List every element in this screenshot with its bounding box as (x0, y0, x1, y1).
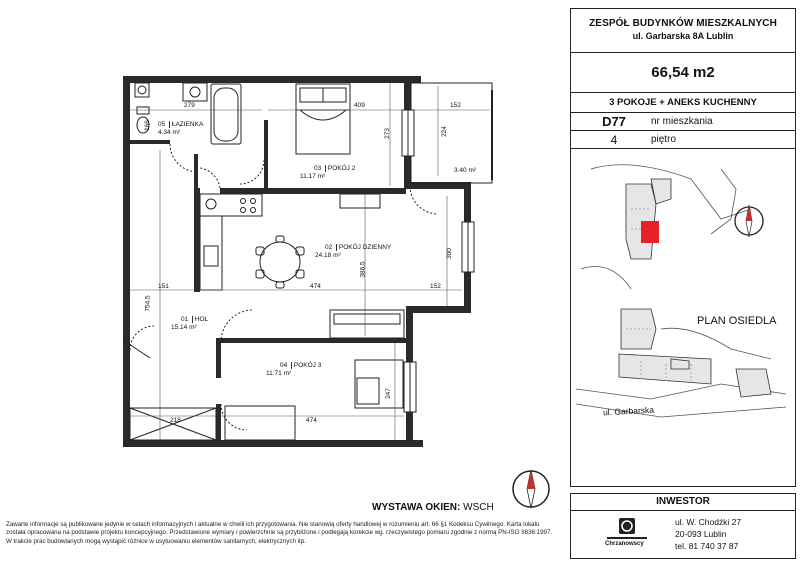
site-plan (571, 149, 795, 486)
compass-icon (510, 468, 552, 510)
room-number: 01 (181, 316, 189, 323)
room-area: 11.17 m² (300, 173, 326, 180)
room-area: 15.14 m² (171, 324, 197, 331)
dim-label: 474 (310, 283, 321, 290)
room-label-room2 (300, 165, 355, 181)
complex-address: ul. Garbarska 8A Lublin (632, 31, 734, 41)
room-name: POKÓJ DZIENNY (336, 244, 391, 251)
disclaimer-line: Zawarte informacje są publikowane jedynie w celach informacyjnych i aktualne w chwili ich przygotowania. Nie stanowią oferty handlowej w rozumieniu art. 66 §1 Kodeksu Cywilnego. Karta lokalu (6, 521, 540, 528)
room-name: POKÓJ 3 (291, 362, 321, 369)
dim-label: 273 (383, 128, 391, 139)
floor-label: piętro (651, 134, 677, 145)
room-name: POKÓJ 2 (325, 165, 355, 172)
apartment-number-row (571, 113, 795, 131)
room-name: HOL (192, 316, 208, 323)
window-exposure (372, 502, 494, 513)
apartment-area: 66,54 m2 (571, 53, 795, 93)
dim-label: 152 (450, 102, 461, 109)
investor-logo-text: Chrzanowscy (605, 541, 644, 547)
room-number: 05 (158, 121, 166, 128)
room-label-hall (171, 316, 208, 332)
dim-label: 409 (354, 102, 365, 109)
dim-label: 279 (184, 102, 195, 109)
dim-label: 474 (306, 417, 317, 424)
disclaimer-line: została opracowana na podstawie projektu koncepcyjnego. Przedstawione wymiary i powierzchnie są przybliżone i podlegają korekcie wg. rzeczywistego pomiaru zgodnie z normą PN-ISO 9836:1997. (6, 529, 553, 537)
room-number: 04 (280, 362, 288, 369)
site-plan-drawing (571, 149, 793, 429)
disclaimer-line: W trakcie prac budowlanych mogą wystąpić różnice w usytuowaniu elementów sanitarnych, elektrycznych itp. (6, 537, 306, 545)
room-area: 11.71 m² (266, 370, 292, 377)
exposure-value: WSCH (463, 502, 494, 513)
floor-row (571, 131, 795, 149)
room-number: 03 (314, 165, 322, 172)
complex-header (571, 9, 795, 53)
dim-label: 166 (143, 120, 151, 131)
dim-label: 386,5 (359, 261, 367, 278)
compass-icon (731, 203, 767, 239)
complex-name: ZESPÓŁ BUDYNKÓW MIESZKALNYCH (589, 18, 777, 29)
investor-address (675, 516, 741, 552)
dim-label: 247 (384, 388, 392, 399)
apartment-number: D77 (602, 114, 626, 129)
room-label-living (315, 244, 391, 260)
dim-label: 151 (158, 283, 169, 290)
info-panel (570, 8, 796, 487)
dim-label: 300 (445, 248, 453, 259)
investor-box (570, 493, 796, 559)
apartment-number-label: nr mieszkania (651, 116, 713, 127)
room-label-room3 (266, 362, 321, 378)
address-line: ul. W. Chodźki 27 (675, 517, 742, 527)
dim-label: 3.40 m² (454, 167, 477, 174)
investor-title: INWESTOR (571, 494, 795, 511)
dim-label: 754,5 (144, 295, 152, 312)
site-plan-label: PLAN OSIEDLA (697, 315, 777, 327)
street-label: ul. Garbarska (602, 404, 655, 418)
dim-label: 224 (440, 126, 448, 137)
room-area: 24.18 m² (315, 252, 341, 259)
floor-number: 4 (610, 133, 618, 147)
disclaimer (6, 521, 566, 546)
dim-label: 152 (430, 283, 441, 290)
address-line: 20-093 Lublin (675, 529, 727, 539)
dim-label: 218 (170, 417, 181, 424)
room-label-bathroom (158, 121, 203, 137)
rooms-description: 3 POKOJE + ANEKS KUCHENNY (571, 93, 795, 113)
phone: tel. 81 740 37 87 (675, 541, 739, 551)
room-area: 4.34 m² (158, 129, 181, 136)
room-name: ŁAZIENKA (169, 121, 203, 128)
exposure-label: WYSTAWA OKIEN: (372, 502, 461, 513)
room-number: 02 (325, 244, 333, 251)
